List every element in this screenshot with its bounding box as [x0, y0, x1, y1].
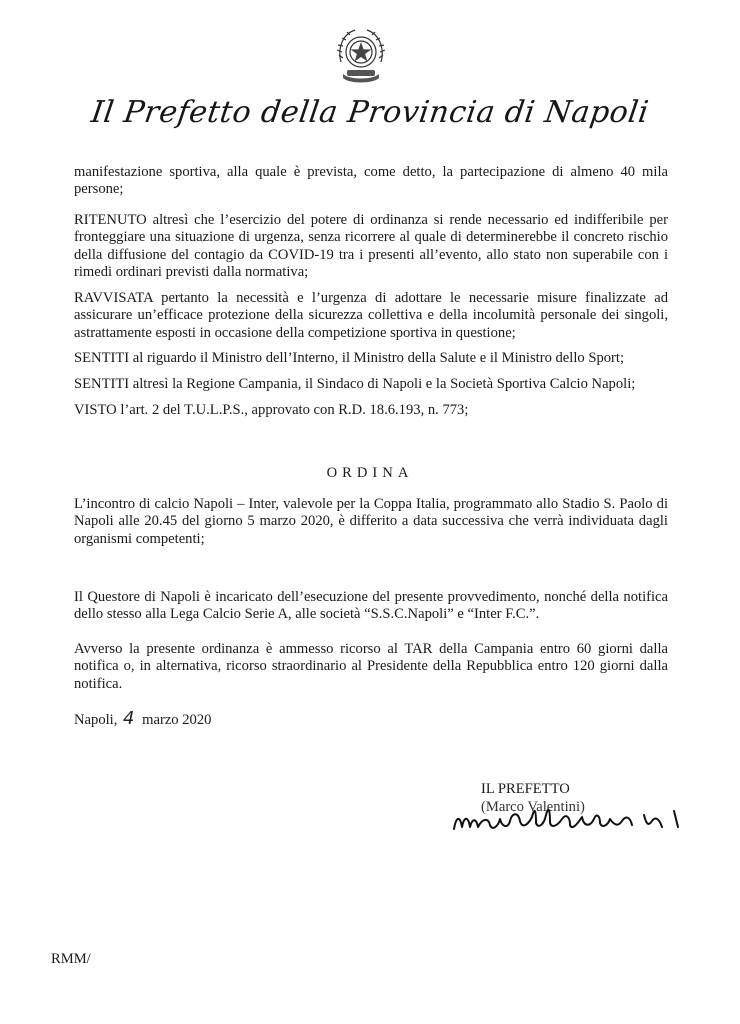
- considerations-block: [74, 164, 668, 199]
- header-title: Il Prefetto della Provincia di Napoli: [88, 95, 652, 130]
- date-line: [74, 708, 211, 729]
- order-block: [74, 496, 668, 548]
- date-day-handwritten: 4: [123, 708, 135, 729]
- paragraph: manifestazione sportiva, alla quale è prevista, come detto, la partecipazione di almeno 40 mila persone;: [74, 164, 668, 198]
- paragraph: RAVVISATA pertanto la necessità e l’urgenza di adottare le necessarie misure finalizzate ad assicurare un’efficace protezione della sicurezza collettiva e della incolumità personale dei singoli, astrattamente esposti in occasione della competizione sportiva in questione;: [74, 290, 668, 341]
- paragraph: SENTITI altresì la Regione Campania, il Sindaco di Napoli e la Società Sportiva Calcio Napoli;: [74, 376, 636, 392]
- paragraph: RITENUTO altresì che l’esercizio del potere di ordinanza si rende necessario ed indifferibile per fronteggiare una situazione di urgenza, senza ricorrere al quale di determinerebbe il concreto rischio della diffusione del contagio da COVID-19 tra i presenti all’evento, allo stato non superabile con i rimedi ordinari previsti dalla normativa;: [74, 212, 668, 280]
- signatory-name: (Marco Valentini): [481, 799, 585, 815]
- considerations-block: [74, 350, 668, 367]
- considerations-block: [74, 290, 668, 342]
- considerations-block: [74, 402, 668, 419]
- order-block: [74, 641, 668, 693]
- date-place: Napoli,: [74, 712, 118, 728]
- considerations-block: [74, 376, 668, 393]
- handwritten-signature: [448, 797, 688, 837]
- paragraph: Avverso la presente ordinanza è ammesso ricorso al TAR della Campania entro 60 giorni dalla notifica o, in alternativa, ricorso straordinario al Presidente della Repubblica entro 120 giorni dalla notifica.: [74, 641, 668, 692]
- paragraph: Il Questore di Napoli è incaricato dell’esecuzione del presente provvedimento, nonché della notifica dello stesso alla Lega Calcio Serie A, alle società “S.S.C.Napoli” e “Inter F.C.”.: [74, 589, 668, 623]
- date-month-year: marzo 2020: [142, 712, 212, 728]
- paragraph: SENTITI al riguardo il Ministro dell’Interno, il Ministro della Salute e il Ministro dello Sport;: [74, 350, 625, 366]
- paragraph: VISTO l’art. 2 del T.U.L.P.S., approvato con R.D. 18.6.193, n. 773;: [74, 402, 469, 418]
- considerations-block: [74, 212, 668, 281]
- paragraph: L’incontro di calcio Napoli – Inter, valevole per la Coppa Italia, programmato allo Stadio S. Paolo di Napoli alle 20.45 del giorno 5 marzo 2020, è differito a data successiva che verrà individuata dagli organismi competenti;: [74, 496, 668, 547]
- italian-republic-emblem-icon: [333, 24, 389, 86]
- signatory-role: IL PREFETTO: [481, 781, 570, 797]
- footer-reference: RMM/: [51, 951, 91, 967]
- order-block: [74, 589, 668, 624]
- ordina-heading: ORDINA: [326, 465, 414, 481]
